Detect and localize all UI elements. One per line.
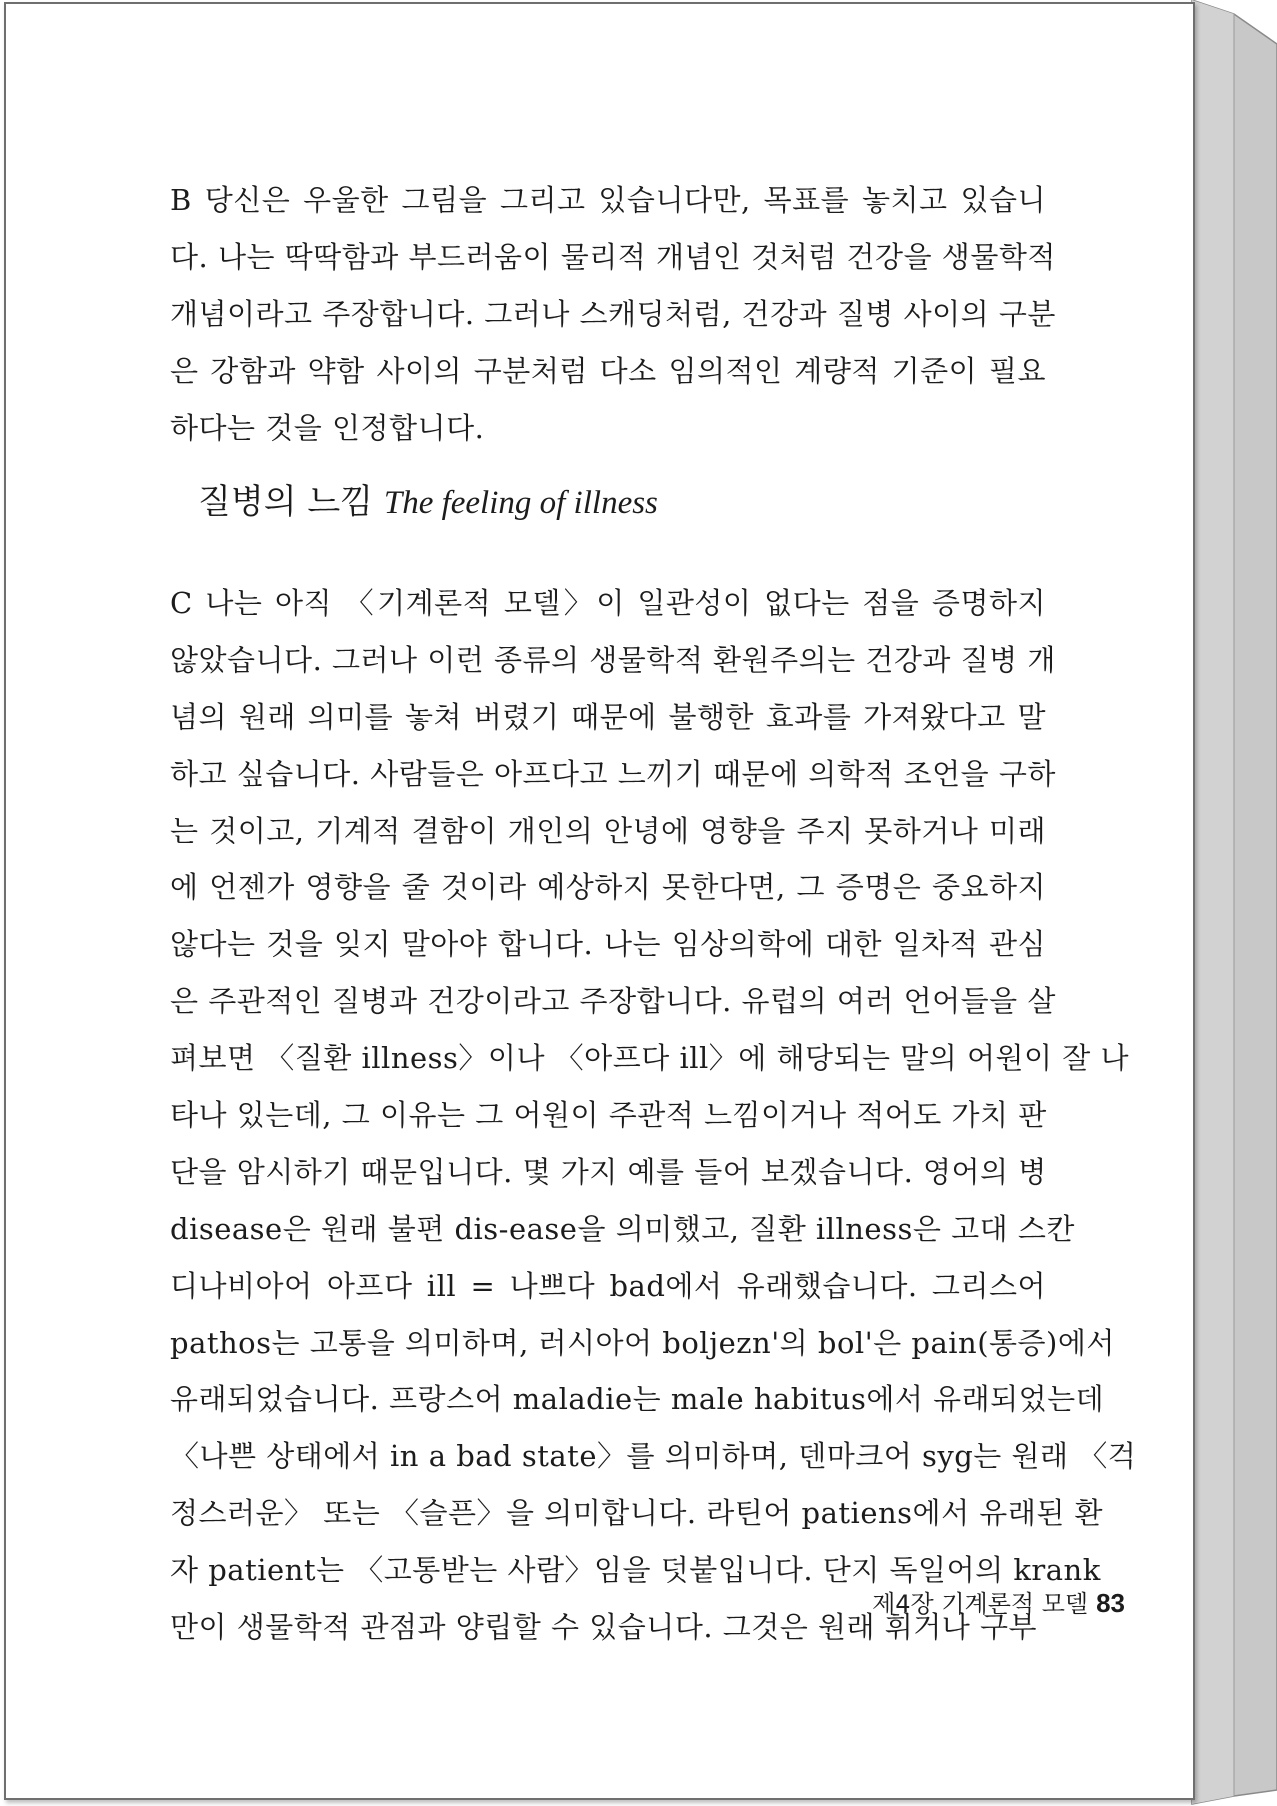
- book-page-edges: [1190, 0, 1277, 1806]
- text-line: 않았습니다. 그러나 이런 종류의 생물학적 환원주의는 건강과 질병 개: [170, 642, 1056, 677]
- text-line: 타나 있는데, 그 이유는 그 어원이 주관적 느낌이거나 적어도 가치 판: [170, 1098, 1047, 1133]
- chapter-title: 제4장 기계론적 모델: [872, 1590, 1089, 1618]
- text-line: 개념이라고 주장합니다. 그러나 스캐딩처럼, 건강과 질병 사이의 구분: [170, 296, 1056, 331]
- text-line: 는 것이고, 기계적 결함이 개인의 안녕에 영향을 주지 못하거나 미래: [170, 813, 1046, 848]
- text-line: 만이 생물학적 관점과 양립할 수 있습니다. 그것은 원래 휘거나 구부: [170, 1610, 1038, 1645]
- text-line: pathos는 고통을 의미하며, 러시아어 boljezn'의 bol'은 pain(통증)에서: [170, 1325, 1115, 1360]
- text-line: 정스러운〉 또는 〈슬픈〉을 의미합니다. 라틴어 patiens에서 유래된 환: [170, 1496, 1104, 1531]
- section-heading: [198, 474, 658, 523]
- text-line: 하다는 것을 인정합니다.: [170, 410, 485, 445]
- text-line: C 나는 아직 〈기계론적 모델〉이 일관성이 없다는 점을 증명하지: [170, 586, 1046, 620]
- text-line: 단을 암시하기 때문입니다. 몇 가지 예를 들어 보겠습니다. 영어의 병: [170, 1154, 1047, 1189]
- text-line: 다. 나는 딱딱함과 부드러움이 물리적 개념인 것처럼 건강을 생물학적: [170, 239, 1056, 274]
- heading-korean: 질병의 느낌: [198, 482, 374, 522]
- page-footer: [872, 1584, 1125, 1619]
- text-line: 유래되었습니다. 프랑스어 maladie는 male habitus에서 유래되었는데: [170, 1382, 1105, 1417]
- text-line: 에 언젠가 영향을 줄 것이라 예상하지 못한다면, 그 증명은 중요하지: [170, 870, 1046, 905]
- text-line: 펴보면 〈질환 illness〉이나 〈아프다 ill〉에 해당되는 말의 어원이 잘 나: [170, 1041, 1130, 1076]
- paragraph-b: [170, 172, 1056, 456]
- text-line: B 당신은 우울한 그림을 그리고 있습니다만, 목표를 놓치고 있습니: [170, 183, 1046, 217]
- heading-english: The feeling of illness: [383, 485, 658, 521]
- text-line: 〈나쁜 상태에서 in a bad state〉를 의미하며, 덴마크어 syg는 원래 〈걱: [170, 1439, 1137, 1474]
- text-line: 않다는 것을 잊지 말아야 합니다. 나는 임상의학에 대한 일차적 관심: [170, 927, 1046, 962]
- text-line: 자 patient는 〈고통받는 사람〉임을 덧붙입니다. 단지 독일어의 krank: [170, 1553, 1101, 1588]
- text-line: 디나비아어 아프다 ill = 나쁘다 bad에서 유래했습니다. 그리스어: [170, 1268, 1046, 1303]
- text-line: 은 강함과 약함 사이의 구분처럼 다소 임의적인 계량적 기준이 필요: [170, 353, 1046, 388]
- text-line: 념의 원래 의미를 놓쳐 버렸기 때문에 불행한 효과를 가져왔다고 말: [170, 699, 1046, 734]
- page-number: 83: [1096, 1588, 1125, 1618]
- text-line: 하고 싶습니다. 사람들은 아프다고 느끼기 때문에 의학적 조언을 구하: [170, 756, 1056, 791]
- text-line: disease은 원래 불편 dis-ease을 의미했고, 질환 illness은 고대 스칸: [170, 1211, 1075, 1246]
- text-line: 은 주관적인 질병과 건강이라고 주장합니다. 유럽의 여러 언어들을 살: [170, 984, 1056, 1019]
